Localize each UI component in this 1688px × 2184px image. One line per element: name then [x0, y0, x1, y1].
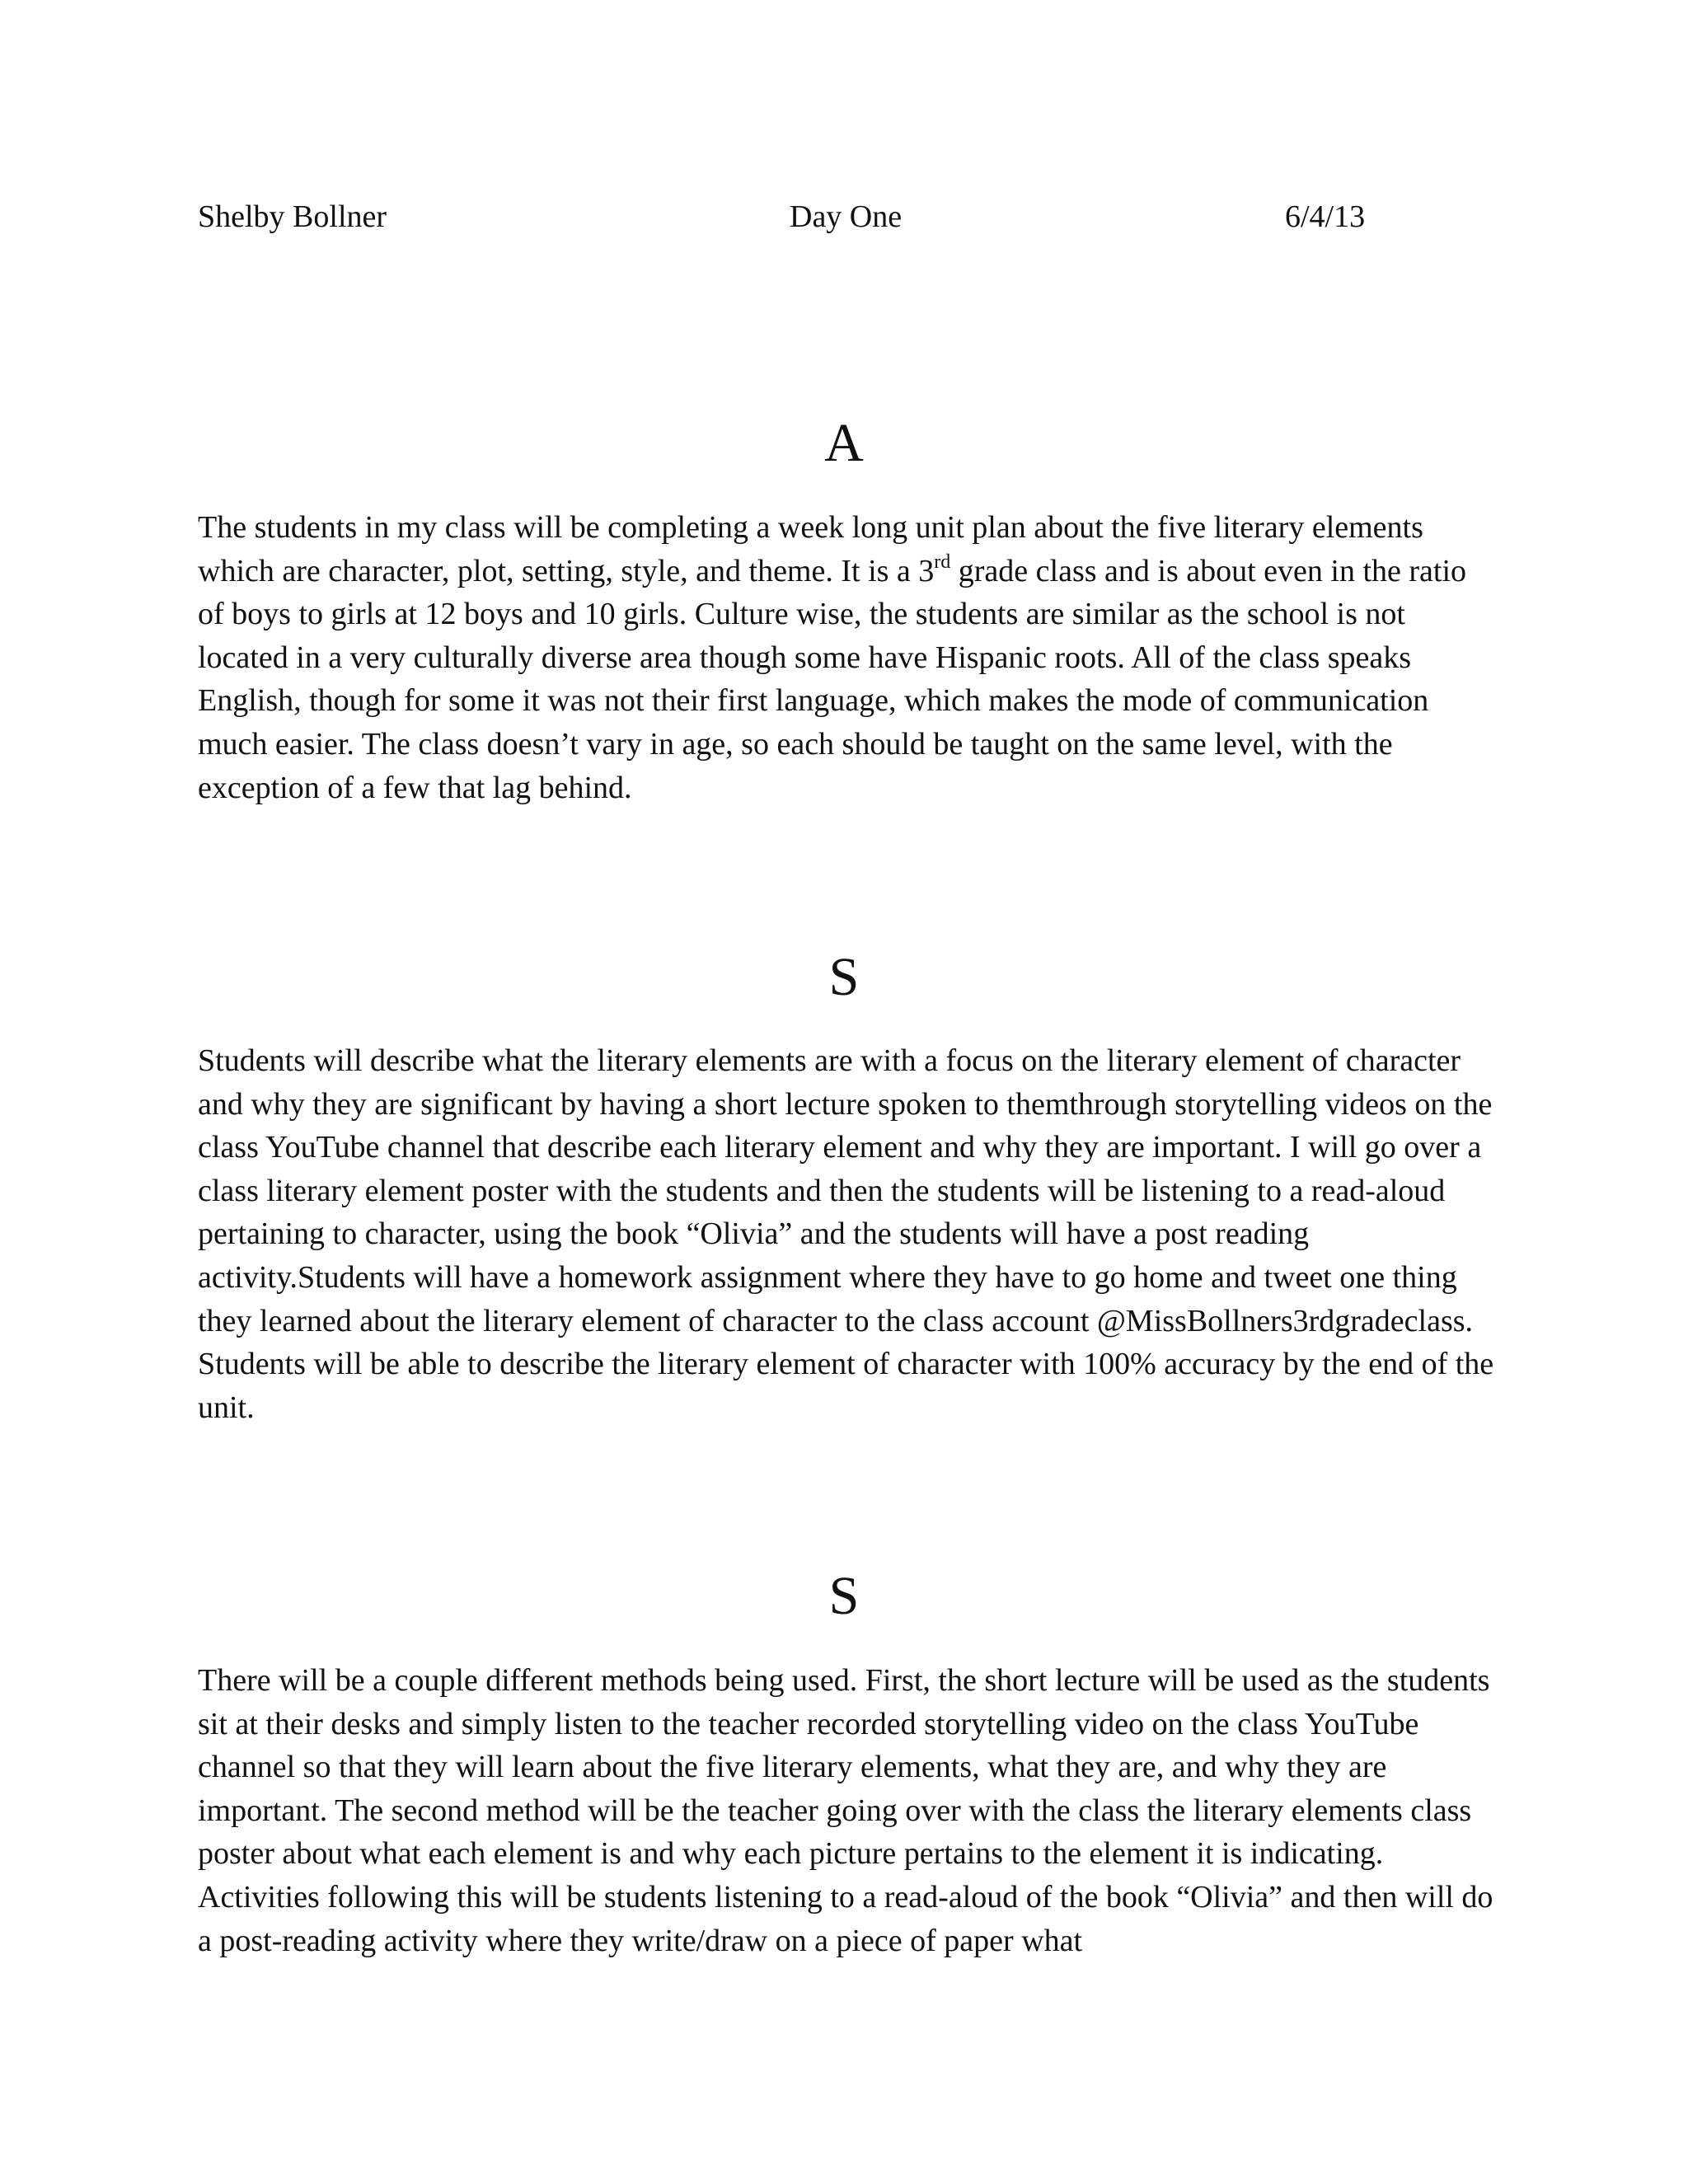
section-a-paragraph: [198, 506, 1500, 809]
section-heading-s2: S: [828, 1566, 860, 1626]
paragraph-text: The students in my class will be completing a week long unit plan about the five literary elements which are character, plot, setting, style, and theme. It is a 3: [198, 510, 1423, 588]
date: 6/4/13: [1285, 199, 1366, 234]
author-name: Shelby Bollner: [198, 199, 387, 234]
page-header: [198, 194, 1490, 244]
section-s1-paragraph: Students will describe what the literary elements are with a focus on the literary element of character and why they are significant by having a short lecture spoken to themthrough storytelling videos on the class YouTube channel that describe each literary element and why they are important. I will go over a class literary element poster with the students and then the students will be listening to a read-aloud pertaining to character, using the book “Olivia” and the students will have a post reading activity.Students will have a homework assignment where they have to go home and tweet one thing they learned about the literary element of character to the class account @MissBollners3rdgradeclass. Students will be able to describe the literary element of character with 100% accuracy by the end of the unit.: [198, 1043, 1494, 1425]
ordinal-suffix: rd: [934, 551, 951, 573]
section-s2-paragraph: There will be a couple different methods being used. First, the short lecture will be used as the students sit at their desks and simply listen to the teacher recorded storytelling video on the class YouTube channel so that they will learn about the five literary elements, what they are, and why they are important. The second method will be the teacher going over with the class the literary elements class poster about what each element is and why each picture pertains to the element it is indicating. Activities following this will be students listening to a read-aloud of the book “Olivia” and then will do a post-reading activity where they write/draw on a piece of paper what: [198, 1663, 1493, 1958]
section-heading-a: A: [824, 413, 864, 473]
paragraph-text-continued: grade class and is about even in the ratio of boys to girls at 12 boys and 10 girls. Culture wise, the students are similar as the school is not located in a very culturally diverse area though some have Hispanic roots. All of the class speaks English, though for some it was not their first language, which makes the mode of communication much easier. The class doesn’t vary in age, so each should be taught on the same level, with the exception of a few that lag behind.: [198, 553, 1467, 805]
section-heading-s1: S: [828, 947, 860, 1007]
day-label: Day One: [790, 199, 903, 234]
